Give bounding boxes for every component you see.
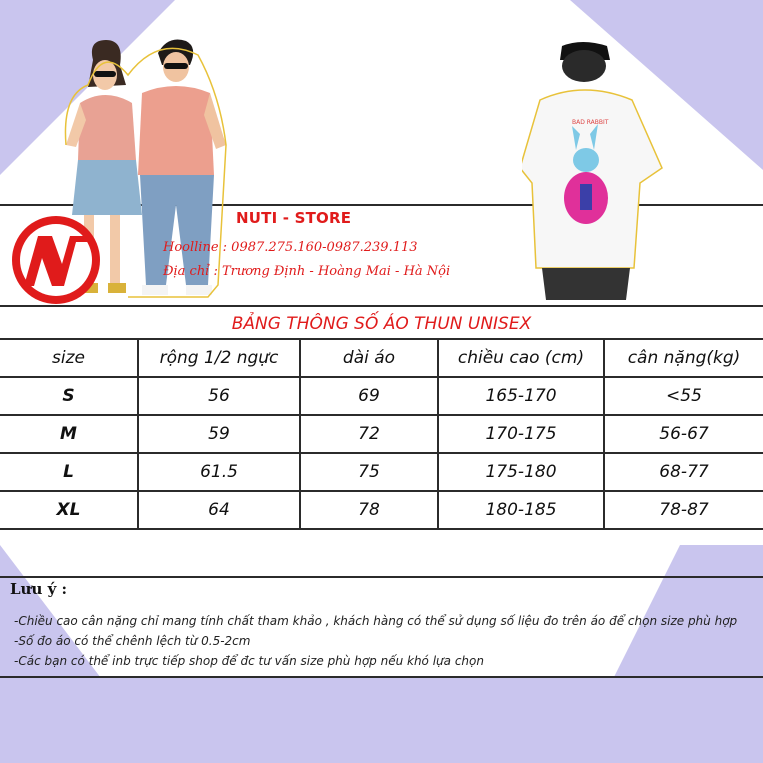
table-row xyxy=(0,377,763,415)
table-header-row xyxy=(0,339,763,377)
length-cell: 75 xyxy=(300,453,438,491)
length-cell: 72 xyxy=(300,415,438,453)
chest-cell: 56 xyxy=(138,377,300,415)
table-row xyxy=(0,453,763,491)
hotline-text: Hoolline : 0987.275.160-0987.239.113 xyxy=(163,240,418,255)
store-name: NUTI - STORE xyxy=(236,209,352,227)
table-row xyxy=(0,491,763,529)
height-cell: 175-180 xyxy=(438,453,604,491)
note-line-3: -Các bạn có thể inb trực tiếp shop để đc tư vấn size phù hợp nếu khó lựa chọn xyxy=(14,654,484,668)
address-text: Địa chỉ : Trương Định - Hoàng Mai - Hà Nội xyxy=(163,264,451,279)
size-cell: S xyxy=(0,377,138,415)
header-height: chiều cao (cm) xyxy=(438,339,604,377)
tshirt-back-photo xyxy=(522,38,672,300)
table-title: BẢNG THÔNG SỐ ÁO THUN UNISEX xyxy=(231,314,532,334)
chest-cell: 61.5 xyxy=(138,453,300,491)
length-cell: 78 xyxy=(300,491,438,529)
divider-title xyxy=(0,305,763,307)
length-cell: 69 xyxy=(300,377,438,415)
weight-cell: 78-87 xyxy=(604,491,763,529)
height-cell: 170-175 xyxy=(438,415,604,453)
weight-cell: 68-77 xyxy=(604,453,763,491)
header-length: dài áo xyxy=(300,339,438,377)
divider-notes-bottom xyxy=(0,676,763,678)
nuti-logo-icon xyxy=(8,212,104,308)
notes-title: Lưu ý : xyxy=(10,580,68,598)
weight-cell: <55 xyxy=(604,377,763,415)
table-row xyxy=(0,415,763,453)
svg-text:BAD RABBIT: BAD RABBIT xyxy=(572,119,609,126)
chest-cell: 59 xyxy=(138,415,300,453)
weight-cell: 56-67 xyxy=(604,415,763,453)
header-size: size xyxy=(0,339,138,377)
header-weight: cân nặng(kg) xyxy=(604,339,763,377)
divider-notes-top xyxy=(0,576,763,578)
height-cell: 165-170 xyxy=(438,377,604,415)
height-cell: 180-185 xyxy=(438,491,604,529)
note-line-2: -Số đo áo có thể chênh lệch từ 0.5-2cm xyxy=(14,634,251,648)
size-cell: L xyxy=(0,453,138,491)
size-table xyxy=(0,338,763,530)
note-line-1: -Chiều cao cân nặng chỉ mang tính chất tham khảo , khách hàng có thể sử dụng số liệu đo trên áo để chọn size phù hợp xyxy=(14,614,738,628)
chest-cell: 64 xyxy=(138,491,300,529)
header-chest: rộng 1/2 ngực xyxy=(138,339,300,377)
man-figure xyxy=(138,40,226,296)
size-cell: M xyxy=(0,415,138,453)
size-cell: XL xyxy=(0,491,138,529)
